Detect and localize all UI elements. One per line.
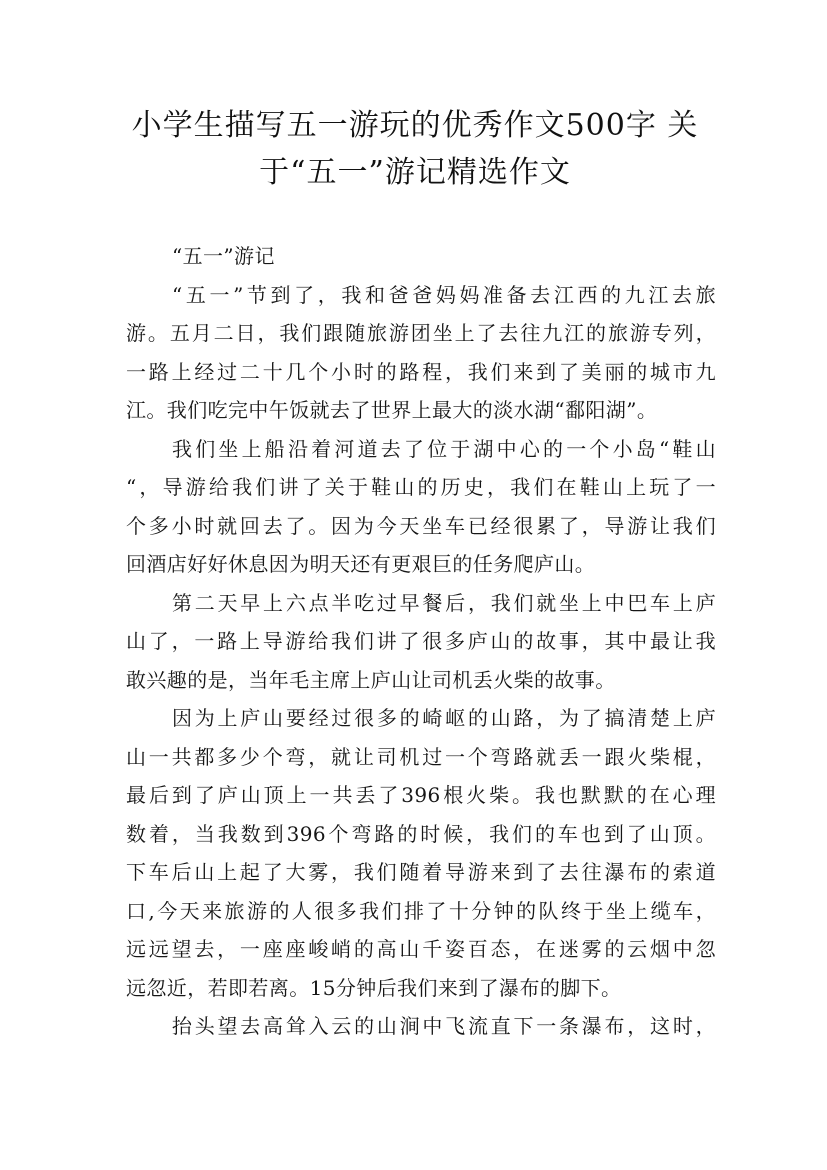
text-line: 远忽近，若即若离。15分钟后我们来到了瀑布的脚下。 xyxy=(126,975,622,1000)
title-line: 小学生描写五一游玩的优秀作文500字 关 xyxy=(131,108,699,143)
text-line: 个多小时就回去了。因为今天坐车已经很累了，导游让我们 xyxy=(126,513,716,538)
text-line: 江。我们吃完中午饭就去了世界上最大的淡水湖“鄱阳湖”。 xyxy=(126,398,658,422)
text-line: 一路上经过二十几个小时的路程，我们来到了美丽的城市九 xyxy=(126,359,716,384)
text-line: “五一”节到了，我和爸爸妈妈准备去江西的九江去旅 xyxy=(172,282,716,307)
paragraph xyxy=(126,1007,716,1046)
paragraph xyxy=(126,584,716,700)
paragraph xyxy=(126,699,716,1007)
text-line: 敢兴趣的是，当年毛主席上庐山让司机丢火柴的故事。 xyxy=(126,667,616,692)
text-line: 最后到了庐山顶上一共丢了396根火柴。我也默默的在心理 xyxy=(126,783,716,807)
text-line: 回酒店好好休息因为明天还有更艰巨的任务爬庐山。 xyxy=(126,552,596,576)
text-line: 数着，当我数到396个弯路的时候，我们的车也到了山顶。 xyxy=(126,821,716,846)
document-body xyxy=(126,237,716,1046)
paragraph xyxy=(126,430,716,584)
text-line: 山一共都多少个弯，就让司机过一个弯路就丢一跟火柴棍， xyxy=(126,744,716,769)
paragraph xyxy=(126,276,716,430)
text-line: 远远望去，一座座峻峭的高山千姿百态，在迷雾的云烟中忽 xyxy=(126,937,716,961)
text-line: 游。五月二日，我们跟随旅游团坐上了去往九江的旅游专列， xyxy=(126,321,716,345)
text-line: “五一”游记 xyxy=(172,244,275,268)
section-heading xyxy=(126,237,716,276)
title-line: 于“五一”游记精选作文 xyxy=(259,155,571,190)
text-line: 山了，一路上导游给我们讲了很多庐山的故事，其中最让我 xyxy=(126,629,716,653)
text-line: 第二天早上六点半吃过早餐后，我们就坐上中巴车上庐 xyxy=(172,590,716,615)
text-line: 口,今天来旅游的人很多我们排了十分钟的队终于坐上缆车， xyxy=(126,898,716,923)
text-line: 抬头望去高耸入云的山涧中飞流直下一条瀑布，这时， xyxy=(172,1014,716,1038)
text-line: 下车后山上起了大雾，我们随着导游来到了去往瀑布的索道 xyxy=(126,860,716,884)
text-line: “，导游给我们讲了关于鞋山的历史，我们在鞋山上玩了一 xyxy=(126,475,716,499)
document-title xyxy=(120,102,710,196)
text-line: 我们坐上船沿着河道去了位于湖中心的一个小岛“鞋山 xyxy=(172,436,716,461)
text-line: 因为上庐山要经过很多的崎岖的山路，为了搞清楚上庐 xyxy=(172,706,716,730)
